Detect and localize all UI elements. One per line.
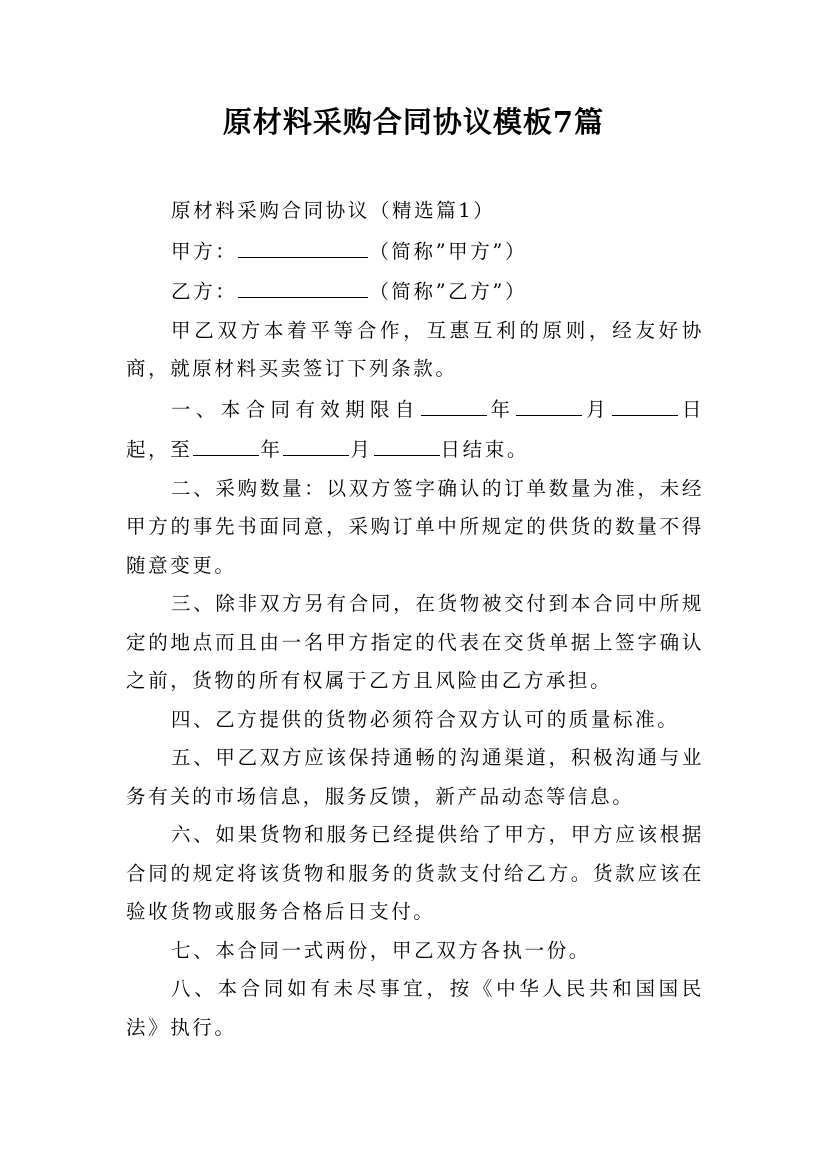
document-title: 原材料采购合同协议模板7篇 [222,105,605,139]
party-b-line [126,271,704,312]
document-body [126,192,704,1047]
start-year-label: 年 [487,397,516,421]
end-month-label: 月 [350,438,373,461]
start-day-label: 日起，至 [126,397,704,461]
clause-8: 八、本合同如有未尽事宜，按《中华人民共和国国民法》执行。 [126,977,704,1039]
party-b-blank[interactable] [238,271,368,298]
clause-7: 七、本合同一式两份，甲乙双方各执一份。 [171,938,591,962]
party-a-label: 甲方： [171,239,238,263]
start-day-blank[interactable] [612,389,678,416]
start-month-blank[interactable] [516,389,582,416]
clause-5: 五、甲乙双方应该保持通畅的沟通渠道，积极沟通与业务有关的市场信息，服务反馈，新产品动态等信息。 [126,746,704,808]
party-a-blank[interactable] [238,231,368,258]
end-year-label: 年 [260,438,283,461]
end-day-label: 日结束。 [440,438,529,461]
end-month-blank[interactable] [283,429,349,456]
clause-3: 三、除非双方另有合同，在货物被交付到本合同中所规定的地点而且由一名甲方指定的代表在交货单据上签字确认之前，货物的所有权属于乙方且风险由乙方承担。 [126,592,704,692]
clause-1 [126,389,704,470]
section-heading: 原材料采购合同协议（精选篇1） [171,199,496,222]
start-month-label: 月 [583,397,612,421]
party-a-line [126,231,704,272]
clause-4: 四、乙方提供的货物必须符合双方认可的质量标准。 [171,707,680,731]
start-year-blank[interactable] [421,389,487,416]
end-day-blank[interactable] [374,429,440,456]
party-a-suffix: （简称”甲方”） [369,239,528,263]
intro-paragraph: 甲乙双方本着平等合作，互惠互利的原则，经友好协商，就原材料买卖签订下列条款。 [126,318,704,380]
party-b-label: 乙方： [171,280,238,303]
clause-1-prefix: 一、本合同有效期限自 [171,397,420,421]
end-year-blank[interactable] [193,429,259,456]
clause-2: 二、采购数量：以双方签字确认的订单数量为准，未经甲方的事先书面同意，采购订单中所规定的供货的数量不得随意变更。 [126,476,704,577]
party-b-suffix: （简称”乙方”） [369,280,528,303]
clause-6: 六、如果货物和服务已经提供给了甲方，甲方应该根据合同的规定将该货物和服务的货款支付给乙方。货款应该在验收货物或服务合格后日支付。 [126,823,704,923]
